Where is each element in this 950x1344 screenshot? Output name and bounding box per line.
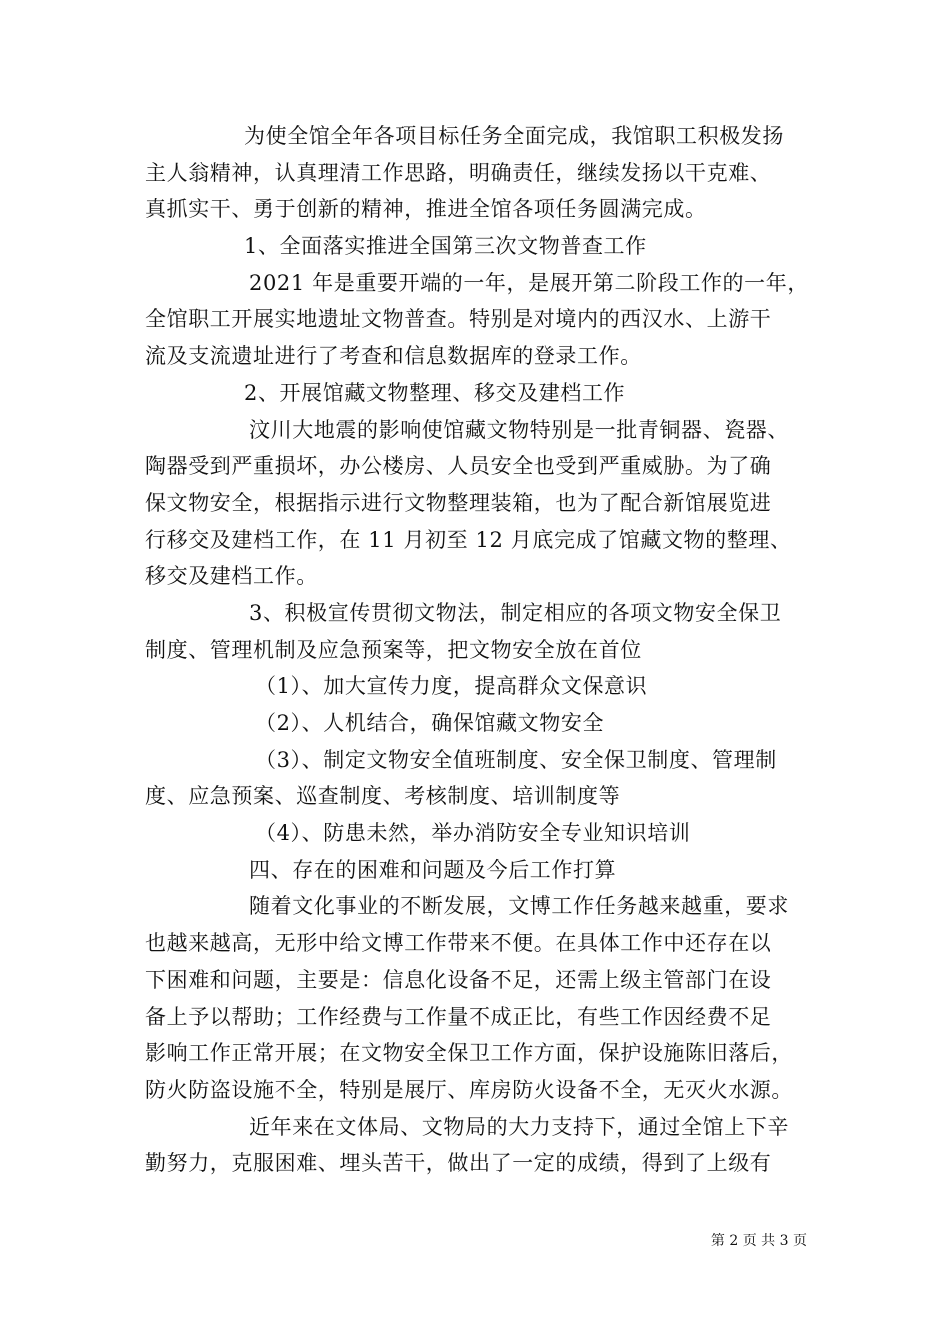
list-item: （2）、人机结合，确保馆藏文物安全 bbox=[255, 711, 605, 735]
list-item: （1）、加大宣传力度，提高群众文保意识 bbox=[255, 674, 648, 699]
text-line: 也越来越高，无形中给文博工作带来不便。在具体工作中还存在以 bbox=[145, 931, 772, 956]
page-number: 第 2 页 共 3 页 bbox=[710, 1233, 807, 1249]
list-item: （4）、防患未然，举办消防安全专业知识培训 bbox=[255, 821, 691, 846]
text-line: 全馆职工开展实地遗址文物普查。特别是对境内的西汉水、上游干 bbox=[145, 307, 772, 332]
text-line: 防火防盗设施不全，特别是展厅、库房防火设备不全，无灭火水源。 bbox=[145, 1077, 793, 1102]
document-body bbox=[145, 118, 813, 1182]
text-line: 为使全馆全年各项目标任务全面完成，我馆职工积极发扬 bbox=[244, 124, 784, 148]
text-line: 近年来在文体局、文物局的大力支持下，通过全馆上下辛 bbox=[249, 1114, 789, 1139]
text-line: 陶器受到严重损坏，办公楼房、人员安全也受到严重威胁。为了确 bbox=[145, 454, 772, 479]
text-line: 勤努力，克服困难、埋头苦干，做出了一定的成绩，得到了上级有 bbox=[145, 1151, 772, 1176]
text-line: 下困难和问题，主要是：信息化设备不足，还需上级主管部门在设 bbox=[145, 967, 772, 992]
text-line: 真抓实干、勇于创新的精神，推进全馆各项任务圆满完成。 bbox=[145, 197, 707, 222]
text-line: 汶川大地震的影响使馆藏文物特别是一批青铜器、瓷器、 bbox=[249, 417, 789, 442]
section-heading: 3、积极宣传贯彻文物法，制定相应的各项文物安全保卫 bbox=[249, 600, 782, 625]
section-heading: 四、存在的困难和问题及今后工作打算 bbox=[249, 857, 617, 882]
text-line: 度、应急预案、巡查制度、考核制度、培训制度等 bbox=[145, 784, 621, 809]
text-line: 备上予以帮助；工作经费与工作量不成正比，有些工作因经费不足 bbox=[145, 1004, 772, 1029]
section-heading: 2、开展馆藏文物整理、移交及建档工作 bbox=[244, 380, 626, 405]
list-item: （3）、制定文物安全值班制度、安全保卫制度、管理制 bbox=[255, 747, 777, 772]
text-line: 随着文化事业的不断发展，文博工作任务越来越重，要求 bbox=[249, 894, 789, 919]
text-line: 2021 年是重要开端的一年，是展开第二阶段工作的一年， bbox=[249, 270, 809, 295]
section-heading: 1、全面落实推进全国第三次文物普查工作 bbox=[244, 234, 647, 259]
text-line: 行移交及建档工作，在 11 月初至 12 月底完成了馆藏文物的整理、 bbox=[145, 527, 792, 552]
text-line: 流及支流遗址进行了考查和信息数据库的登录工作。 bbox=[145, 344, 642, 369]
text-line: 影响工作正常开展；在文物安全保卫工作方面，保护设施陈旧落后， bbox=[145, 1041, 793, 1066]
text-line: 保文物安全，根据指示进行文物整理装箱，也为了配合新馆展览进 bbox=[145, 490, 772, 515]
text-line: 制度、管理机制及应急预案等，把文物安全放在首位 bbox=[145, 637, 642, 662]
text-line: 移交及建档工作。 bbox=[145, 564, 318, 589]
text-line: 主人翁精神，认真理清工作思路，明确责任，继续发扬以干克难、 bbox=[145, 160, 772, 185]
